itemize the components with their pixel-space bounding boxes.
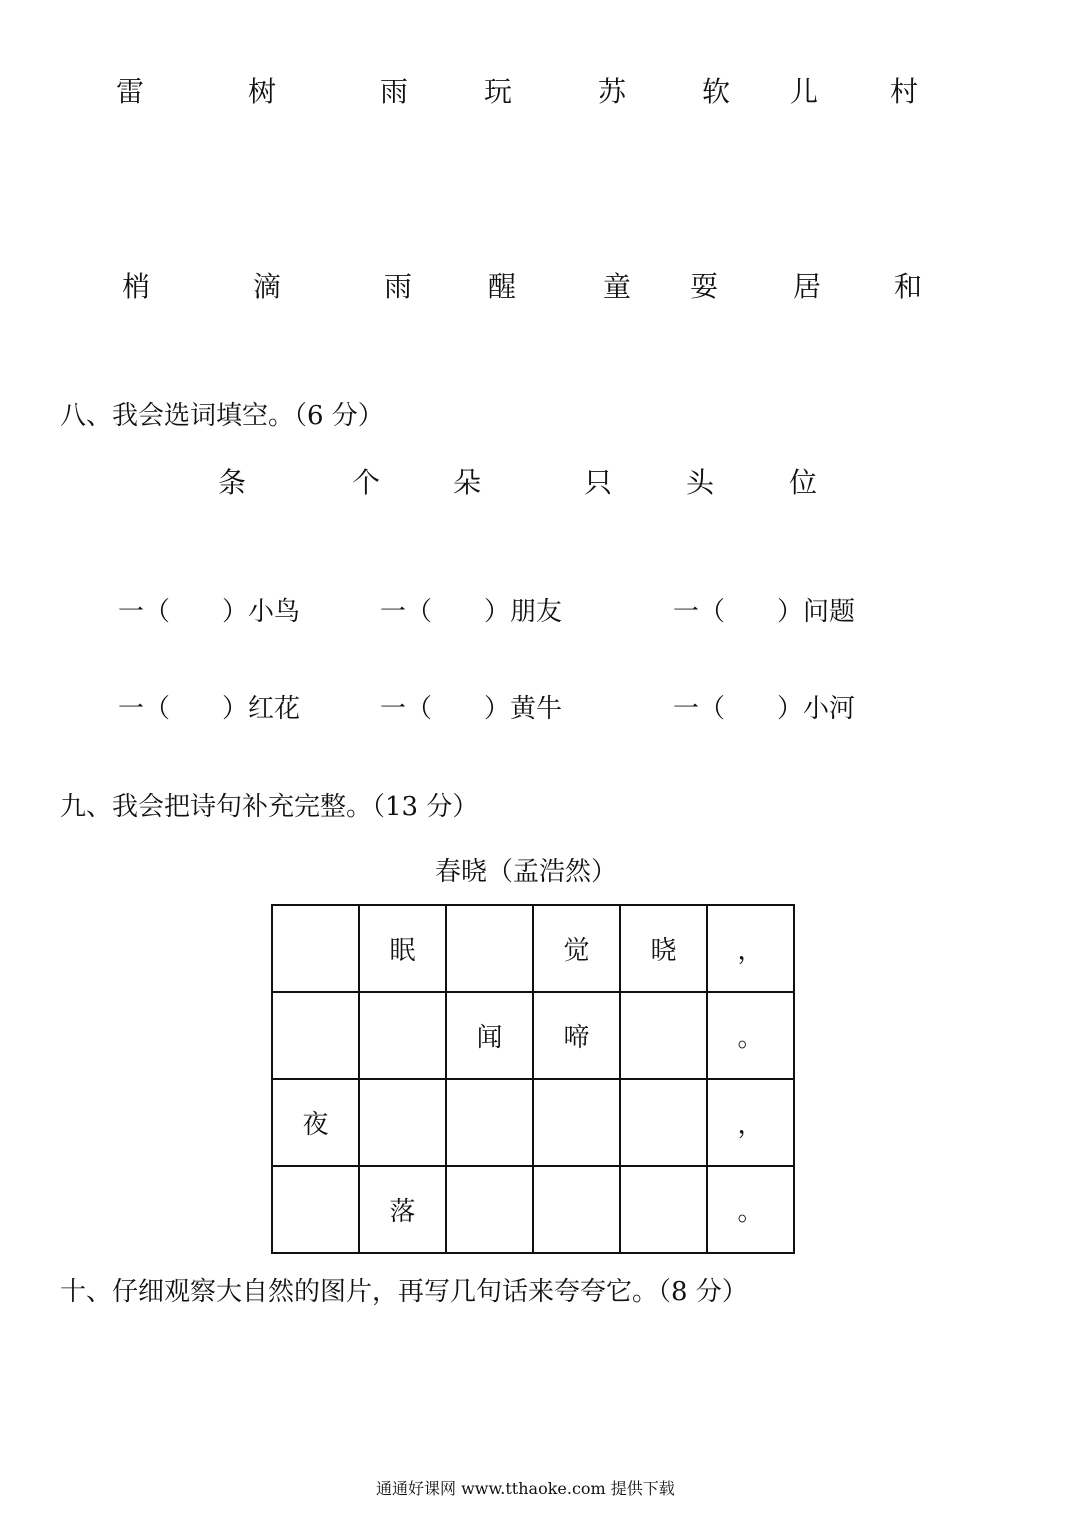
char-item: 和 — [894, 270, 923, 303]
poem-grid-row — [272, 1079, 794, 1166]
char-item: 雨 — [384, 270, 413, 303]
poem-cell[interactable] — [359, 992, 446, 1079]
footer-credit: 通通好课网 www.tthaoke.com 提供下载 — [376, 1479, 675, 1498]
char-item: 梢 — [122, 270, 151, 303]
fill-blank-item: 一（ ）问题 — [673, 597, 856, 627]
poem-cell[interactable]: 。 — [707, 1166, 794, 1253]
char-item: 软 — [702, 75, 731, 108]
poem-cell[interactable] — [446, 1166, 533, 1253]
poem-cell[interactable]: 晓 — [620, 905, 707, 992]
poem-cell[interactable] — [620, 1079, 707, 1166]
poem-grid-row — [272, 905, 794, 992]
poem-cell[interactable]: ， — [707, 1079, 794, 1166]
section8-heading: 八、我会选词填空。（6 分） — [60, 401, 384, 431]
poem-cell[interactable]: 闻 — [446, 992, 533, 1079]
fill-blank-item: 一（ ）朋友 — [380, 597, 563, 627]
char-item: 童 — [603, 270, 632, 303]
char-item: 滴 — [253, 270, 282, 303]
measure-word: 朵 — [453, 466, 482, 499]
poem-cell[interactable]: ， — [707, 905, 794, 992]
poem-cell[interactable] — [272, 905, 359, 992]
char-item: 醒 — [488, 270, 517, 303]
poem-grid-row — [272, 1166, 794, 1253]
measure-word: 个 — [352, 466, 381, 499]
poem-cell[interactable]: 觉 — [533, 905, 620, 992]
char-item: 树 — [248, 75, 277, 108]
poem-cell[interactable] — [272, 1166, 359, 1253]
fill-blank-item: 一（ ）黄牛 — [380, 694, 563, 724]
char-item: 居 — [793, 270, 822, 303]
char-item: 儿 — [790, 75, 819, 108]
fill-blank-item: 一（ ）红花 — [118, 694, 301, 724]
poem-title: 春晓（孟浩然） — [435, 857, 618, 887]
poem-cell[interactable]: 落 — [359, 1166, 446, 1253]
section9-heading: 九、我会把诗句补充完整。（13 分） — [60, 792, 479, 822]
measure-word: 条 — [218, 466, 247, 499]
measure-word: 只 — [584, 466, 613, 499]
char-item: 村 — [890, 75, 919, 108]
poem-cell[interactable]: 。 — [707, 992, 794, 1079]
poem-cell[interactable] — [620, 992, 707, 1079]
char-item: 雷 — [116, 75, 145, 108]
measure-word: 头 — [686, 466, 715, 499]
poem-grid-row — [272, 992, 794, 1079]
fill-blank-item: 一（ ）小河 — [673, 694, 856, 724]
poem-cell[interactable]: 夜 — [272, 1079, 359, 1166]
poem-cell[interactable]: 啼 — [533, 992, 620, 1079]
poem-cell[interactable] — [446, 1079, 533, 1166]
poem-grid — [271, 904, 795, 1254]
fill-blank-item: 一（ ）小鸟 — [118, 597, 301, 627]
poem-cell[interactable] — [533, 1166, 620, 1253]
poem-cell[interactable]: 眠 — [359, 905, 446, 992]
char-item: 耍 — [690, 270, 719, 303]
char-item: 苏 — [598, 75, 627, 108]
measure-word: 位 — [789, 466, 818, 499]
poem-cell[interactable] — [620, 1166, 707, 1253]
poem-cell[interactable] — [446, 905, 533, 992]
poem-cell[interactable] — [533, 1079, 620, 1166]
char-item: 雨 — [380, 75, 409, 108]
section10-heading: 十、仔细观察大自然的图片，再写几句话来夸夸它。（8 分） — [60, 1277, 748, 1307]
poem-cell[interactable] — [359, 1079, 446, 1166]
char-item: 玩 — [484, 75, 513, 108]
poem-cell[interactable] — [272, 992, 359, 1079]
